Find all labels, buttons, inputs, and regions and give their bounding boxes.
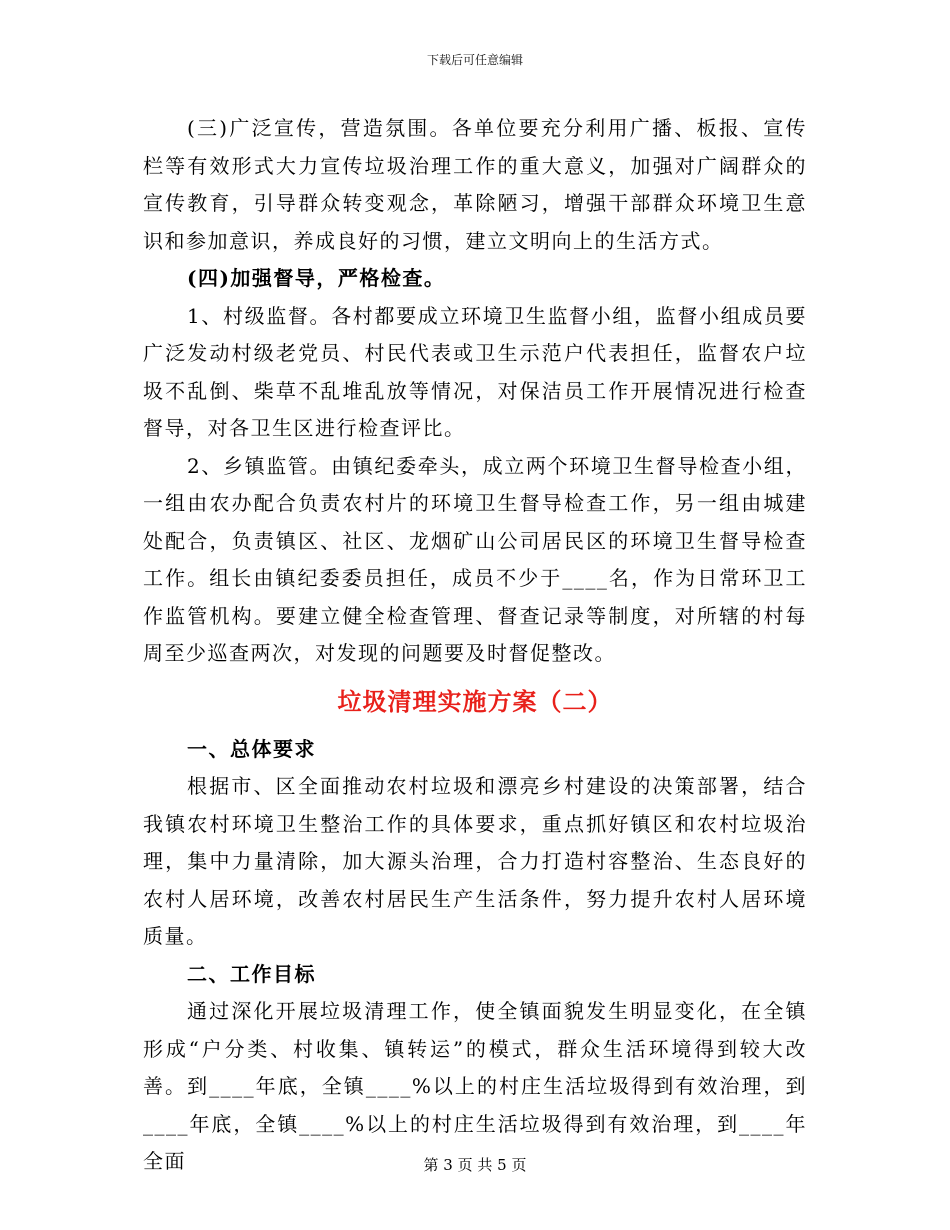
document-title: 垃圾清理实施方案（二） bbox=[337, 686, 613, 716]
section-heading-work-goals: 二、工作目标 bbox=[187, 961, 316, 986]
page-footer: 第 3 页 共 5 页 bbox=[423, 1156, 527, 1174]
paragraph-publicity: (三)广泛宣传，营造氛围。各单位要充分利用广播、板报、宣传栏等有效形式大力宣传垃圾治理工作的重大意义，加强对广阔群众的宣传教育，引导群众转变观念，革除陋习，增强干部群众环境卫生意识和参加意识，养成良好的习惯，建立文明向上的生活方式。 bbox=[143, 116, 807, 253]
paragraph-town-supervision: 2、乡镇监管。由镇纪委牵头，成立两个环境卫生督导检查小组，一组由农办配合负责农村片的环境卫生督导检查工作，另一组由城建处配合，负责镇区、社区、龙烟矿山公司居民区的环境卫生督导检查工作。组长由镇纪委委员担任，成员不少于____名，作为日常环卫工作监管机构。要建立健全检查管理、督查记录等制度，对所辖的村每周至少巡查两次，对发现的问题要及时督促整改。 bbox=[143, 453, 807, 665]
document-body bbox=[143, 110, 807, 1181]
section-heading-supervision: (四)加强督导，严格检查。 bbox=[187, 266, 446, 290]
paragraph-general-requirements: 根据市、区全面推动农村垃圾和漂亮乡村建设的决策部署，结合我镇农村环境卫生整治工作的具体要求，重点抓好镇区和农村垃圾治理，集中力量清除，加大源头治理，合力打造村容整治、生态良好的农村人居环境，改善农村居民生产生活条件，努力提升农村人居环境质量。 bbox=[143, 774, 807, 948]
paragraph-work-goals: 通过深化开展垃圾清理工作，使全镇面貌发生明显变化，在全镇形成“户分类、村收集、镇转运”的模式，群众生活环境得到较大改善。到____年底，全镇____%以上的村庄生活垃圾得到有效治理，到____年底，全镇____%以上的村庄生活垃圾得到有效治理，到____年全面 bbox=[143, 999, 807, 1173]
section-heading-general-requirements: 一、总体要求 bbox=[187, 736, 316, 761]
paragraph-village-supervision: 1、村级监督。各村都要成立环境卫生监督小组，监督小组成员要广泛发动村级老党员、村民代表或卫生示范户代表担任，监督农户垃圾不乱倒、柴草不乱堆乱放等情况，对保洁员工作开展情况进行检查督导，对各卫生区进行检查评比。 bbox=[143, 303, 807, 440]
page-header: 下载后可任意编辑 bbox=[426, 53, 523, 67]
